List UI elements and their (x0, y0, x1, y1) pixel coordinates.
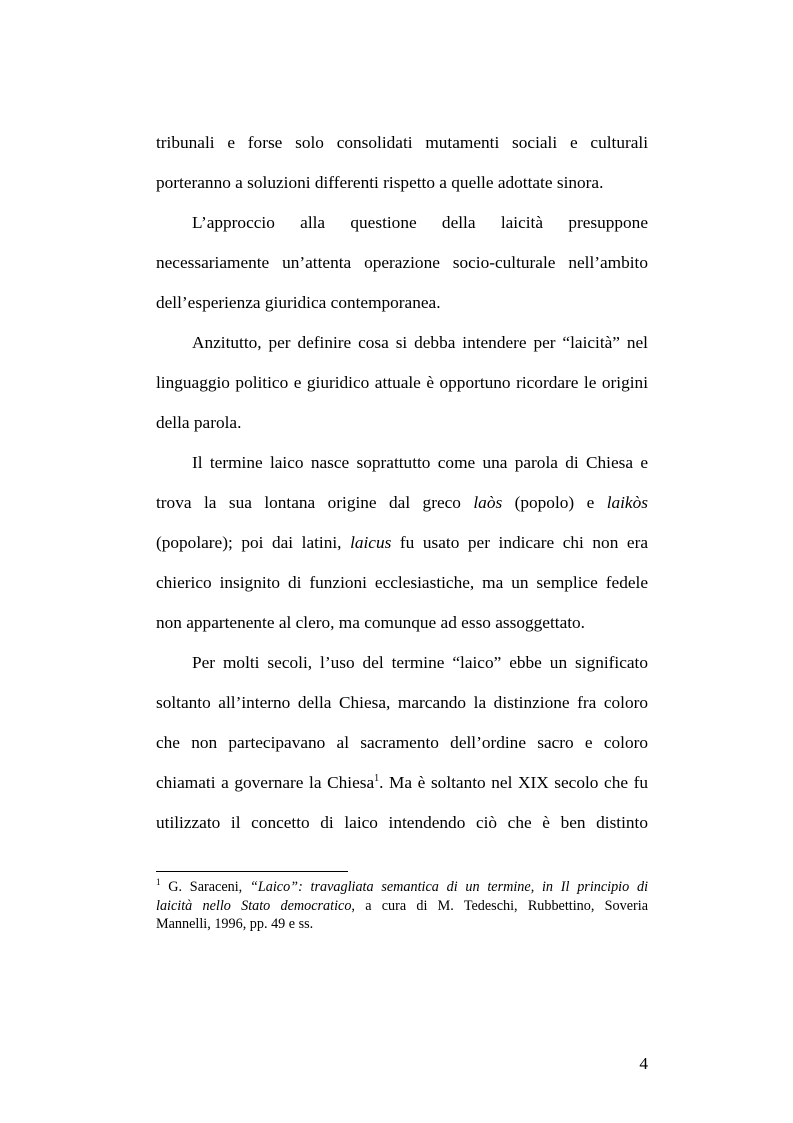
footnote-reference: 1 (374, 773, 380, 784)
paragraph-1-line-1: tribunali e forse solo consolidati mutamenti sociali e culturali (156, 133, 648, 152)
paragraph-2-line-2: necessariamente un’attenta operazione socio-culturale nell’ambito (156, 253, 648, 272)
footnote-separator (156, 871, 348, 872)
footnote-book-title: laicità nello Stato democratico (156, 898, 352, 914)
greek-term-laikos: laikòs (606, 493, 648, 512)
paragraph-4-line-2 (156, 493, 648, 513)
paragraph-3-line-2: linguaggio politico e giuridico attuale è opportuno ricordare le origini (156, 373, 648, 392)
footnote-line-3: Mannelli, 1996, pp. 49 e ss. (156, 916, 314, 932)
footnote-line-2 (156, 897, 648, 915)
paragraph-2-line-3: dell’esperienza giuridica contemporanea. (156, 293, 441, 312)
greek-term-laos: laòs (473, 493, 503, 512)
paragraph-5-line-2: soltanto all’interno della Chiesa, marcando la distinzione fra coloro (156, 693, 648, 712)
paragraph-1-line-2: porteranno a soluzioni differenti rispetto a quelle adottate sinora. (156, 173, 604, 192)
paragraph-3-line-3: della parola. (156, 413, 242, 432)
text-span: (popolare); poi dai latini, (156, 533, 342, 552)
paragraph-4-line-4: chierico insignito di funzioni ecclesiastiche, ma un semplice fedele (156, 573, 648, 592)
text-span: trova la sua lontana origine dal greco (156, 493, 461, 512)
text-span: chiamati a governare la Chiesa (156, 773, 375, 792)
paragraph-4-line-1: Il termine laico nasce soprattutto come una parola di Chiesa e (192, 453, 648, 472)
latin-term-laicus: laicus (350, 533, 392, 552)
paragraph-5-line-5: utilizzato il concetto di laico intendendo ciò che è ben distinto (156, 813, 648, 832)
footnote-author: G. Saraceni, (168, 879, 243, 895)
paragraph-5-line-1: Per molti secoli, l’uso del termine “laico” ebbe un significato (192, 653, 648, 672)
footnote-title: “Laico”: travagliata semantica di un termine, in Il principio di (249, 879, 649, 895)
page-number: 4 (639, 1054, 648, 1073)
text-span: (popolo) e (514, 493, 595, 512)
paragraph-3-line-1: Anzitutto, per definire cosa si debba intendere per “laicità” nel (192, 333, 648, 352)
paragraph-2-line-1: L’approccio alla questione della laicità presuppone (192, 213, 648, 232)
paragraph-4-line-5: non appartenente al clero, ma comunque ad esso assoggettato. (156, 613, 586, 632)
paragraph-5-line-3: che non partecipavano al sacramento dell’ordine sacro e coloro (156, 733, 648, 752)
text-span: . Ma è soltanto nel XIX secolo che fu (379, 773, 648, 792)
footnote-marker: 1 (156, 877, 161, 887)
footnote-line-1 (156, 878, 648, 896)
text-span: , a cura di M. Tedeschi, Rubbettino, Soveria (351, 898, 648, 914)
paragraph-5-line-4 (156, 773, 648, 793)
paragraph-4-line-3 (156, 533, 648, 553)
text-span: fu usato per indicare chi non era (399, 533, 648, 552)
